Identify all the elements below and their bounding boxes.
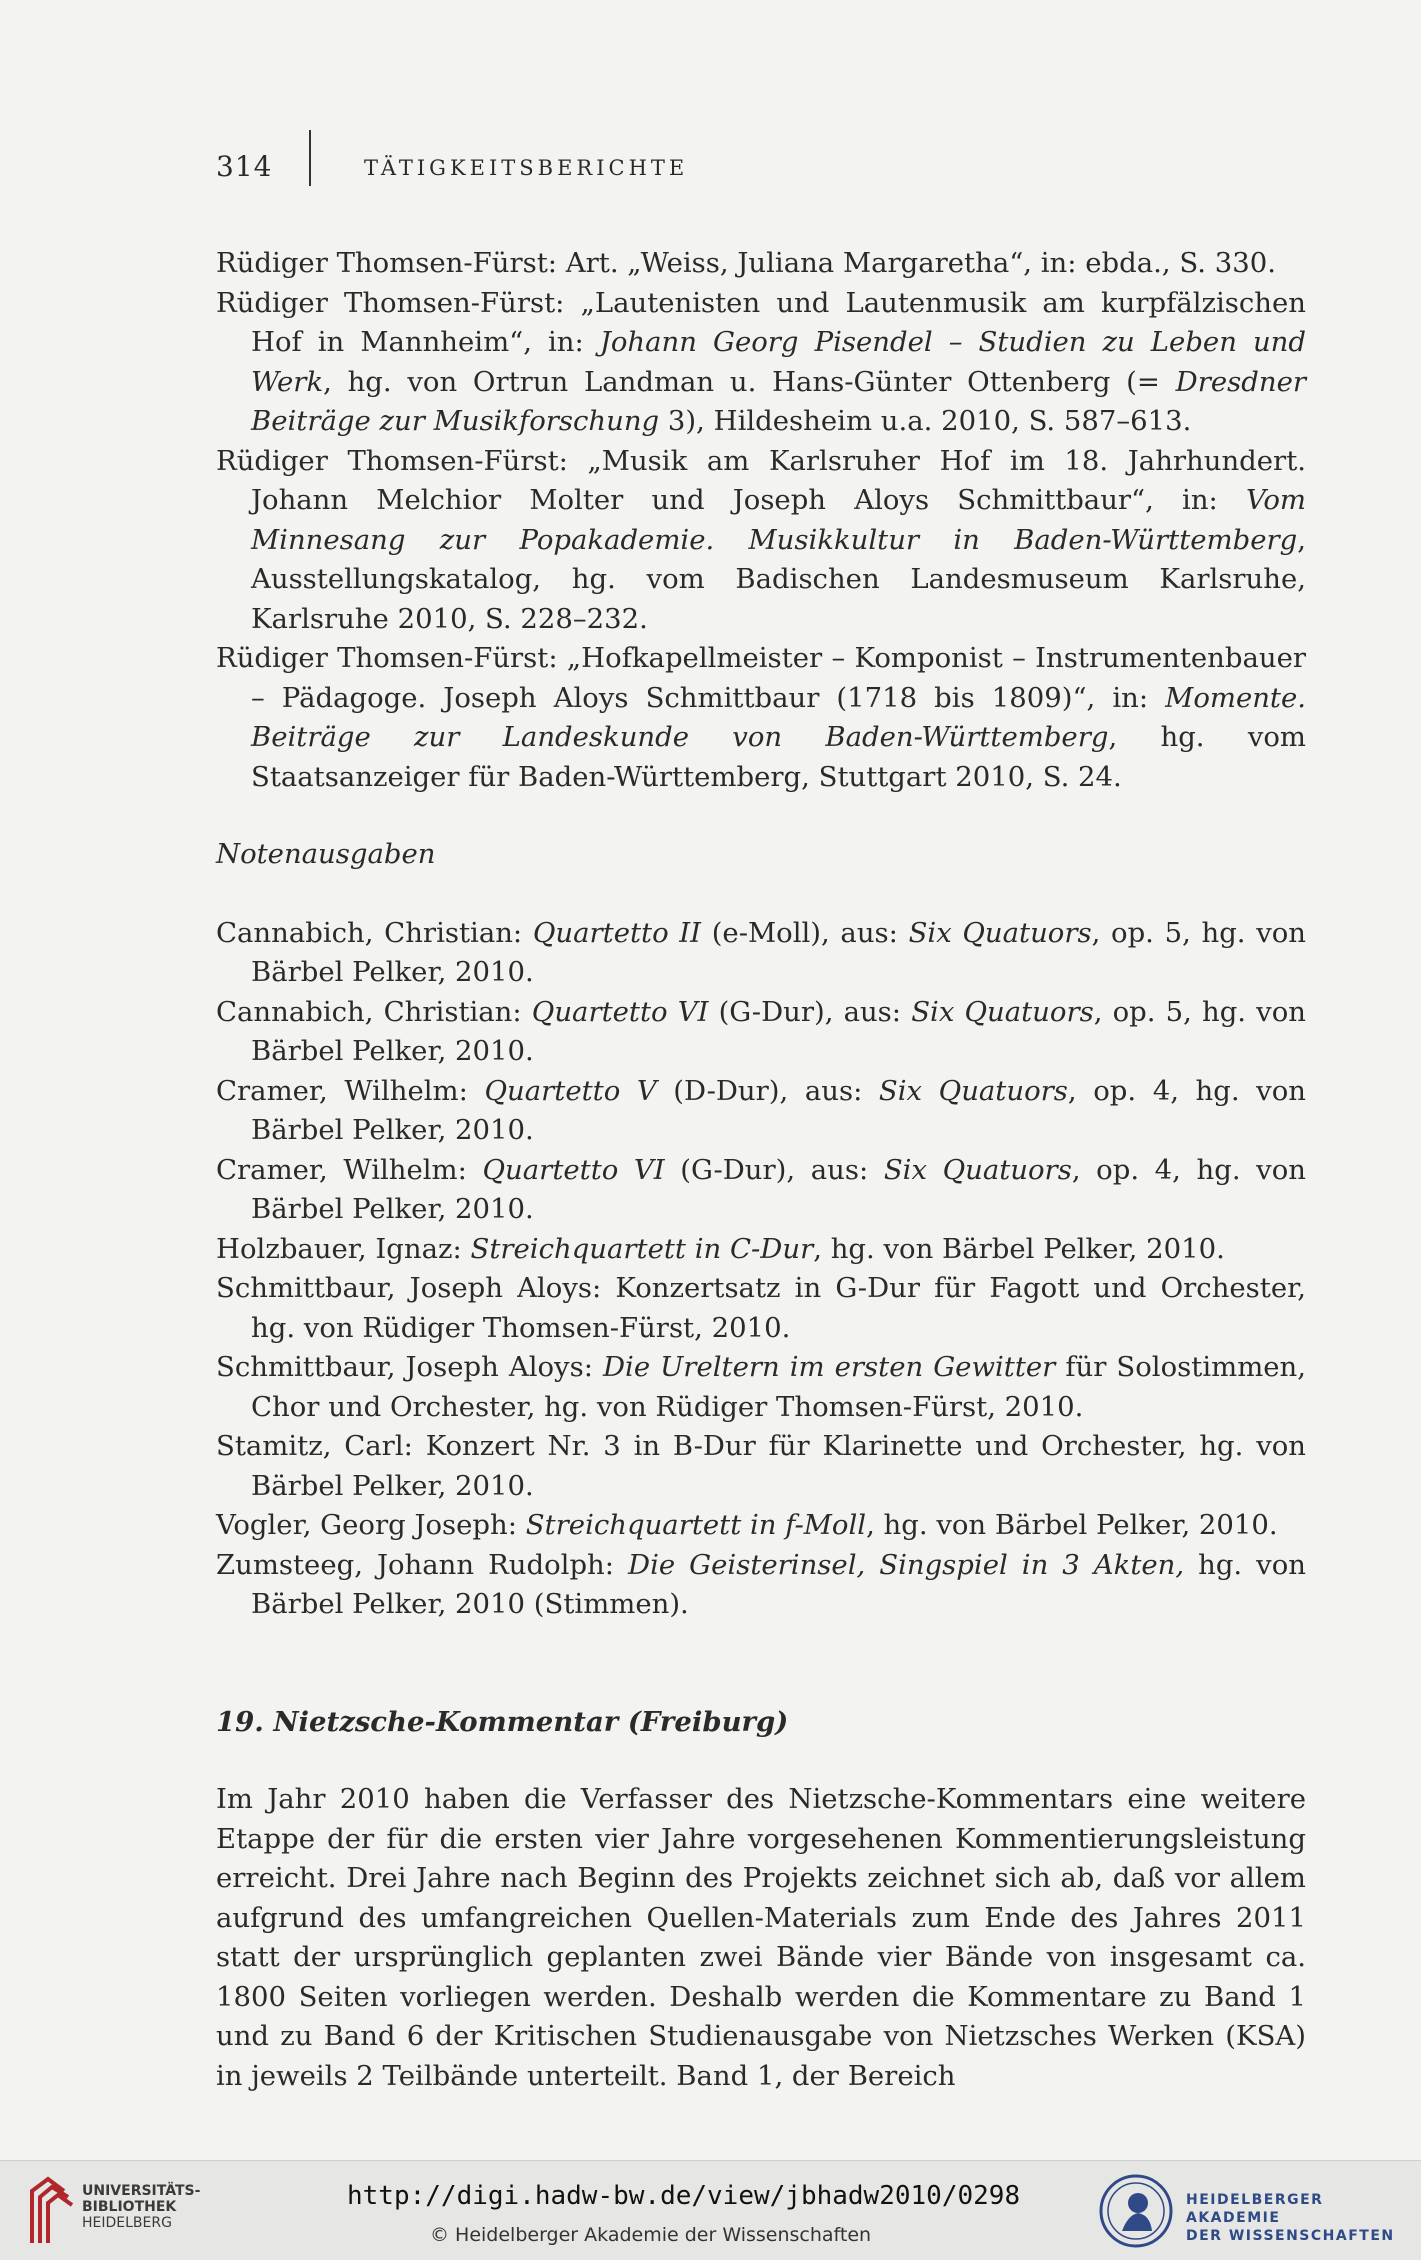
- notenausgaben-list: [216, 914, 1306, 1625]
- notenausgabe-entry: Cramer, Wilhelm: Quartetto VI (G-Dur), aus: Six Quatuors, op. 4, hg. von Bärbel Pelker, 2010.: [216, 1153, 1306, 1225]
- hadw-name: HEIDELBERGER AKADEMIE DER WISSENSCHAFTEN: [1186, 2192, 1395, 2244]
- hadw-seal-icon: [1098, 2173, 1174, 2249]
- ub-heidelberg-name: UNIVERSITÄTS- BIBLIOTHEK HEIDELBERG: [82, 2183, 201, 2231]
- notenausgabe-entry: Zumsteeg, Johann Rudolph: Die Geisterinsel, Singspiel in 3 Akten, hg. von Bärbel Pelker, 2010 (Stimmen).: [216, 1548, 1306, 1620]
- section-heading: 19. Nietzsche-Kommentar (Freiburg): [216, 1705, 789, 1738]
- notenausgabe-entry: Cramer, Wilhelm: Quartetto V (D-Dur), aus: Six Quatuors, op. 4, hg. von Bärbel Pelker, 2010.: [216, 1074, 1306, 1146]
- notenausgabe-entry: Vogler, Georg Joseph: Streichquartett in f-Moll, hg. von Bärbel Pelker, 2010.: [216, 1509, 1278, 1541]
- digitization-footer: [0, 2160, 1421, 2260]
- running-header: [216, 150, 1216, 188]
- notenausgabe-entry: Stamitz, Carl: Konzert Nr. 3 in B-Dur für Klarinette und Orchester, hg. von Bärbel Pelker, 2010.: [216, 1430, 1306, 1502]
- bibliography-entry: Rüdiger Thomsen-Fürst: „Lautenisten und Lautenmusik am kurpfälzischen Hof in Mannheim“, in: Johann Georg Pisendel – Studien zu Leben und Werk, hg. von Ortrun Landman u. Hans-Günter Ottenberg (= Dresdner Beiträge zur Musikforschung 3), Hildesheim u.a. 2010, S. 587–613.: [216, 286, 1306, 437]
- header-divider: [309, 130, 311, 186]
- notenausgabe-entry: Schmittbaur, Joseph Aloys: Konzertsatz in G-Dur für Fagott und Orchester, hg. von Rüdiger Thomsen-Fürst, 2010.: [216, 1272, 1306, 1344]
- notenausgabe-entry: Cannabich, Christian: Quartetto II (e-Moll), aus: Six Quatuors, op. 5, hg. von Bärbel Pelker, 2010.: [216, 916, 1307, 988]
- notenausgabe-entry: Holzbauer, Ignaz: Streichquartett in C-Dur, hg. von Bärbel Pelker, 2010.: [216, 1232, 1225, 1265]
- page-body: [216, 244, 1306, 2096]
- notenausgabe-entry: Schmittbaur, Joseph Aloys: Die Ureltern im ersten Gewitter für Solostimmen, Chor und Orchester, hg. von Rüdiger Thomsen-Fürst, 2010.: [216, 1351, 1306, 1423]
- running-title: TÄTIGKEITSBERICHTE: [364, 156, 689, 180]
- bibliography-entry: Rüdiger Thomsen-Fürst: Art. „Weiss, Juliana Margaretha“, in: ebda., S. 330.: [216, 247, 1276, 279]
- copyright-notice: © Heidelberger Akademie der Wissenschaften: [430, 2224, 872, 2246]
- permalink-url[interactable]: http://digi.hadw-bw.de/view/jbhadw2010/0298: [347, 2181, 1021, 2211]
- ub-heidelberg-logo-icon: [18, 2173, 78, 2249]
- bibliography-list: [216, 244, 1306, 797]
- bibliography-entry: Rüdiger Thomsen-Fürst: „Musik am Karlsruher Hof im 18. Jahrhundert. Johann Melchior Molter und Joseph Aloys Schmittbaur“, in: Vom Minnesang zur Popakademie. Musikkultur in Baden-Württemberg, Ausstellungskatalog, hg. vom Badischen Landesmuseum Karlsruhe, Karlsruhe 2010, S. 228–232.: [216, 444, 1306, 635]
- notenausgaben-label: Notenausgaben: [216, 838, 436, 870]
- section-paragraph: Im Jahr 2010 haben die Verfasser des Nietzsche-Kommentars eine weitere Etappe der für die ersten vier Jahre vorgesehenen Kommentierungsleistung erreicht. Drei Jahre nach Beginn des Projekts zeichnet sich ab, daß vor allem aufgrund des umfangreichen Quellen-Materials zum Ende des Jahres 2011 statt der ursprünglich geplanten zwei Bände vier Bände von insgesamt ca. 1800 Seiten vorliegen werden. Deshalb werden die Kommentare zu Band 1 und zu Band 6 der Kritischen Studienausgabe von Nietzsches Werken (KSA) in jeweils 2 Teilbände unterteilt. Band 1, der Bereich: [216, 1783, 1306, 2092]
- notenausgabe-entry: Cannabich, Christian: Quartetto VI (G-Dur), aus: Six Quatuors, op. 5, hg. von Bärbel Pelker, 2010.: [216, 995, 1306, 1067]
- bibliography-entry: Rüdiger Thomsen-Fürst: „Hofkapellmeister – Komponist – Instrumentenbauer – Pädagoge. Joseph Aloys Schmittbaur (1718 bis 1809)“, in: Momente. Beiträge zur Landeskunde von Baden-Württemberg, hg. vom Staatsanzeiger für Baden-Württemberg, Stuttgart 2010, S. 24.: [216, 642, 1306, 793]
- page-number: 314: [216, 150, 273, 183]
